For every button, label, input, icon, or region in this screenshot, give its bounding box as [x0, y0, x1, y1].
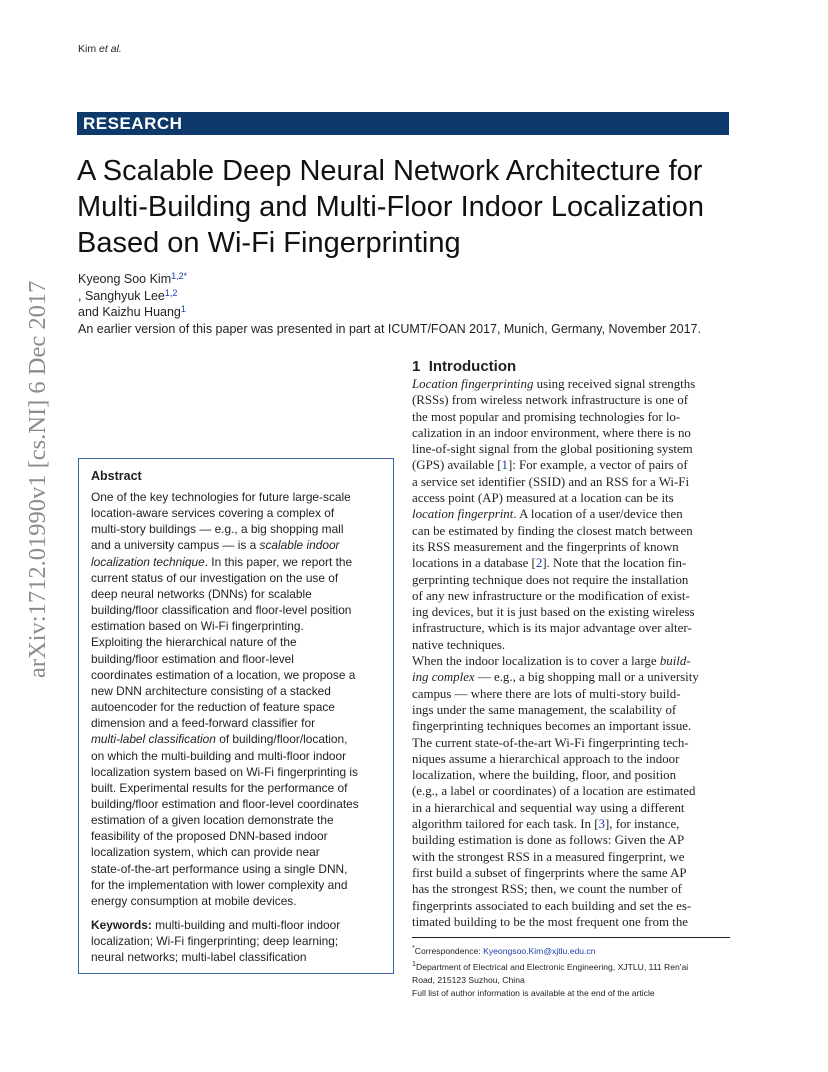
keywords-label: Keywords:: [91, 918, 152, 932]
author-line: [78, 289, 177, 304]
emphasis-text: multi-label classification: [91, 732, 216, 747]
text-segment: for the implementation with lower complexity and: [91, 877, 348, 892]
text-line: [412, 523, 730, 539]
text-segment: timated building to be the most frequent one from the: [412, 914, 689, 929]
text-line: [412, 751, 730, 767]
text-segment: — e.g., a big shopping mall or a university: [474, 670, 699, 685]
title-line: Based on Wi-Fi Fingerprinting: [77, 227, 461, 259]
keywords-line: neural networks; multi-label classification: [91, 950, 307, 965]
text-segment: ing devices, but it is just based on the existing wireless: [412, 605, 695, 620]
text-segment: estimation of a given location demonstrate the: [91, 813, 334, 828]
text-segment: dimension and a feed-forward classifier for: [91, 716, 316, 731]
text-segment: building estimation is done as follows: Given the AP: [412, 833, 685, 848]
text-line: [91, 618, 391, 634]
text-segment: ings under the same management, the scalability of: [412, 702, 677, 717]
text-segment: using received signal strengths: [533, 377, 696, 391]
paper-title: [77, 153, 767, 261]
author-prefix: ,: [78, 289, 85, 303]
keywords-text: multi-building and multi-floor indoor: [155, 918, 341, 932]
footnote-affiliation: [412, 958, 688, 974]
text-segment: localization, where the building, floor, and position: [412, 768, 677, 783]
text-line: [412, 425, 730, 441]
text-line: [412, 506, 730, 522]
text-line: [412, 490, 730, 506]
text-line: [412, 914, 730, 930]
text-segment: deep neural networks (DNNs) for scalable: [91, 586, 312, 601]
text-line: [412, 832, 730, 848]
text-segment: One of the key technologies for future large-scale: [91, 490, 351, 504]
text-segment: energy consumption at mobile devices.: [91, 893, 297, 908]
text-segment: locations in a database [: [412, 556, 536, 571]
keywords: [91, 917, 391, 965]
text-segment: ], for instance,: [604, 817, 680, 832]
text-line: [412, 718, 730, 734]
text-line: [412, 620, 730, 636]
text-segment: location-aware services covering a complex of: [91, 506, 335, 521]
text-segment: multi-story buildings — e.g., a big shopping mall: [91, 522, 344, 537]
author-name: Kyeong Soo Kim: [78, 272, 172, 286]
text-line: [412, 816, 730, 832]
text-segment: its RSS measurement and the fingerprints of known: [412, 539, 679, 554]
title-line: A Scalable Deep Neural Network Architecture for: [77, 155, 703, 187]
text-segment: of any new infrastructure or the modification of exist-: [412, 588, 690, 603]
author-name: Kaizhu Huang: [102, 305, 181, 319]
text-segment: has the strongest RSS; then, we count the number of: [412, 882, 682, 897]
text-segment: (GPS) available [: [412, 458, 502, 473]
text-line: [412, 588, 730, 604]
footnote-affiliation-cont: Road, 215123 Suzhou, China: [412, 974, 525, 985]
text-segment: on which the multi-building and multi-floor indoor: [91, 748, 347, 763]
text-line: [91, 489, 391, 505]
text-segment: a service set identifier (SSID) and an RSS for a Wi-Fi: [412, 474, 690, 489]
text-segment: in a hierarchical and sequential way using a different: [412, 800, 685, 815]
text-segment: access point (AP) measured at a location can be its: [412, 491, 674, 506]
arxiv-stamp: arXiv:1712.01990v1 [cs.NI] 6 Dec 2017: [24, 280, 51, 678]
section-label-bar: [77, 112, 729, 135]
text-segment: campus — where there are lots of multi-story build-: [412, 686, 681, 701]
author-line: [78, 272, 187, 287]
citation-link[interactable]: 2: [535, 556, 543, 571]
text-segment: localization system based on Wi-Fi fingerprinting is: [91, 764, 358, 779]
text-line: [91, 537, 391, 553]
section-number: 1: [412, 358, 421, 375]
text-segment: autoencoder for the reduction of feature space: [91, 700, 335, 715]
text-segment: current status of our investigation on the use of: [91, 570, 339, 585]
introduction-body: [412, 376, 730, 930]
section-title: Introduction: [428, 358, 517, 375]
author-affiliation-link[interactable]: 1,2: [164, 288, 178, 298]
text-line: [412, 800, 730, 816]
text-line: [412, 441, 730, 457]
footnote-full-list: Full list of author information is available at the end of the article: [412, 987, 655, 998]
text-line: [412, 881, 730, 897]
emphasis-text: location fingerprint: [412, 507, 514, 522]
earlier-version-note: An earlier version of this paper was presented in part at ICUMT/FOAN 2017, Munich, Germany, November 2017.: [78, 322, 701, 336]
emphasis-text: Location fingerprinting: [412, 377, 534, 391]
text-line: [412, 392, 730, 408]
author-prefix: and: [78, 305, 103, 319]
footnote-mark: 1: [412, 959, 416, 968]
running-head-etal: et al.: [99, 43, 122, 55]
text-line: [412, 865, 730, 881]
text-line: [91, 602, 391, 618]
text-line: [412, 555, 730, 571]
emphasis-text: scalable indoor: [259, 538, 340, 553]
text-line: [91, 764, 391, 780]
text-segment: building/floor classification and floor-level position: [91, 603, 352, 618]
keywords-line: localization; Wi-Fi fingerprinting; deep learning;: [91, 934, 339, 949]
text-line: [91, 651, 391, 667]
text-segment: gerprinting technique does not require the installation: [412, 572, 689, 587]
text-line: [91, 877, 391, 893]
text-line: [91, 554, 391, 570]
author-affiliation-link[interactable]: 1: [180, 304, 186, 314]
text-line: [412, 702, 730, 718]
footnote-mark: *: [412, 944, 415, 952]
text-line: [91, 634, 391, 650]
text-line: [91, 505, 391, 521]
footnote-correspondence: [412, 942, 688, 958]
abstract-body: [91, 489, 391, 909]
text-line: [91, 780, 391, 796]
text-line: [412, 669, 730, 685]
text-segment: building/floor estimation and floor-level coordinates: [91, 796, 359, 811]
footnote-divider: [412, 937, 730, 938]
text-line: [412, 376, 730, 392]
text-segment: The current state-of-the-art Wi-Fi fingerprinting tech-: [412, 735, 689, 750]
text-segment: can be estimated by finding the closest match between: [412, 523, 693, 538]
running-head: [78, 43, 122, 55]
text-line: [91, 667, 391, 683]
affiliation-text: Department of Electrical and Electronic Engineering, XJTLU, 111 Ren'ai: [415, 961, 689, 972]
text-segment: ]. Note that the location fin-: [542, 556, 687, 571]
text-line: [91, 812, 391, 828]
author-name: Sanghyuk Lee: [84, 289, 165, 303]
emphasis-text: ing complex: [412, 670, 475, 685]
text-line: [412, 474, 730, 490]
text-segment: coordinates estimation of a location, we propose a: [91, 667, 356, 682]
text-line: [412, 604, 730, 620]
text-line: [412, 767, 730, 783]
text-segment: building/floor estimation and floor-level: [91, 651, 294, 666]
text-segment: the most popular and promising technologies for lo-: [412, 409, 681, 424]
text-segment: localization system, which can provide near: [91, 845, 320, 860]
text-segment: infrastructure, which is its major advantage over alter-: [412, 621, 692, 636]
text-line: [412, 735, 730, 751]
text-segment: Exploiting the hierarchical nature of the: [91, 635, 297, 650]
text-line: [91, 699, 391, 715]
text-line: [91, 683, 391, 699]
footnotes: [412, 942, 688, 1000]
text-segment: of building/floor/location,: [215, 732, 348, 747]
text-line: [91, 828, 391, 844]
title-line: Multi-Building and Multi-Floor Indoor Localization: [77, 191, 705, 223]
text-line: [91, 893, 391, 909]
text-line: [412, 783, 730, 799]
running-head-authors: Kim: [78, 43, 97, 55]
text-segment: new DNN architecture consisting of a stacked: [91, 683, 331, 698]
text-line: [412, 572, 730, 588]
correspondence-email-link[interactable]: Kyeongsoo.Kim@xjtlu.edu.cn: [483, 945, 596, 956]
section-heading-introduction: [412, 358, 516, 375]
text-line: [412, 849, 730, 865]
text-segment: When the indoor localization is to cover a large: [412, 654, 660, 669]
author-line: [78, 305, 186, 320]
citation-link[interactable]: 1: [501, 458, 508, 473]
text-line: [412, 653, 730, 669]
text-line: [412, 686, 730, 702]
text-segment: . In this paper, we report the: [204, 554, 353, 569]
text-line: [412, 637, 730, 653]
text-segment: fingerprinting techniques becomes an important issue.: [412, 719, 692, 734]
text-segment: native techniques.: [412, 637, 506, 652]
text-line: [412, 898, 730, 914]
abstract-heading: Abstract: [91, 469, 142, 483]
keywords-line: [91, 917, 391, 933]
text-segment: . A location of a user/device then: [513, 507, 683, 522]
text-line: [91, 521, 391, 537]
citation-link[interactable]: 3: [598, 817, 605, 832]
text-line: [412, 409, 730, 425]
text-line: [91, 715, 391, 731]
emphasis-text: build-: [659, 654, 691, 669]
text-segment: ]: For example, a vector of pairs of: [507, 458, 688, 473]
text-segment: with the strongest RSS in a measured fingerprint, we: [412, 849, 685, 864]
text-segment: (e.g., a label or coordinates) of a location are estimated: [412, 784, 696, 799]
text-line: [91, 731, 391, 747]
text-segment: (RSSs) from wireless network infrastructure is one of: [412, 393, 689, 408]
text-line: [91, 748, 391, 764]
text-line: [91, 796, 391, 812]
text-line: [91, 844, 391, 860]
author-affiliation-link[interactable]: 1,2*: [171, 271, 188, 281]
text-segment: fingerprints associated to each building and set the es-: [412, 898, 692, 913]
text-segment: calization in an indoor environment, where there is no: [412, 425, 691, 440]
text-segment: feasibility of the proposed DNN-based indoor: [91, 829, 328, 844]
section-label: RESEARCH: [83, 114, 183, 133]
text-line: [91, 570, 391, 586]
text-line: [412, 457, 730, 473]
text-segment: line-of-sight signal from the global positioning system: [412, 442, 693, 457]
emphasis-text: localization technique: [91, 554, 205, 569]
text-segment: estimation based on Wi-Fi fingerprinting.: [91, 619, 304, 634]
text-segment: first build a subset of fingerprints where the same AP: [412, 865, 687, 880]
text-segment: niques assume a hierarchical approach to the indoor: [412, 751, 680, 766]
text-segment: and a university campus — is a: [91, 538, 260, 553]
text-segment: algorithm tailored for each task. In [: [412, 817, 599, 832]
text-line: [91, 586, 391, 602]
text-line: [91, 861, 391, 877]
text-line: [412, 539, 730, 555]
correspondence-label: Correspondence:: [414, 945, 484, 956]
text-segment: state-of-the-art performance using a single DNN,: [91, 861, 348, 876]
text-segment: built. Experimental results for the performance of: [91, 780, 348, 795]
abstract-box: [78, 458, 394, 974]
